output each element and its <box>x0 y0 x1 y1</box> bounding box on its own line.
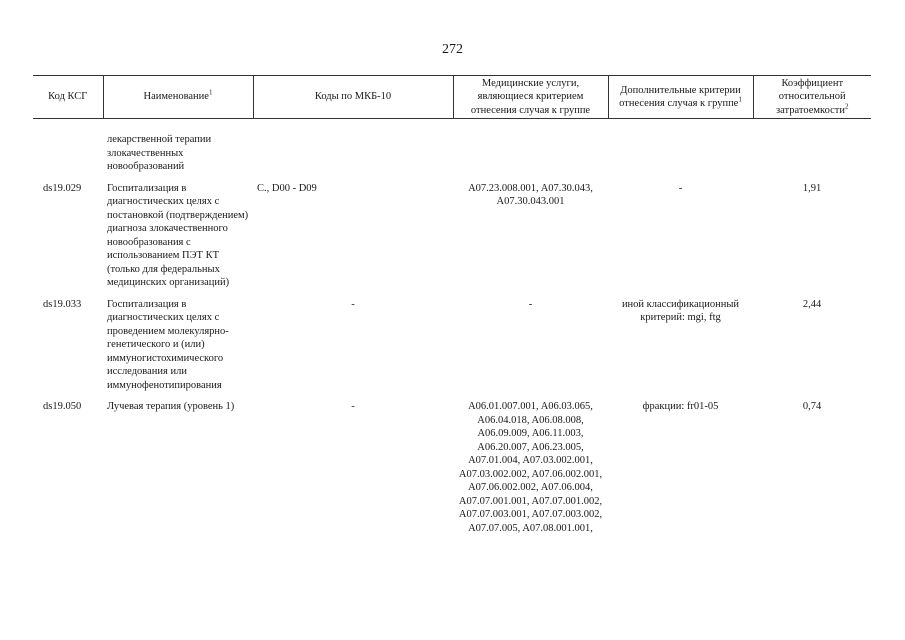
table-row <box>33 174 871 290</box>
header-coef: Коэффициент относительной затратоемкости$^2$ <box>753 76 871 119</box>
cell-mkb: - <box>351 298 355 310</box>
cell-name: Госпитализация в диагностических целях с проведением молекулярно-генетического и (или) иммуногистохимического исследования или иммунофенотипирования <box>107 298 229 391</box>
table-row <box>33 119 871 174</box>
header-row <box>33 76 871 119</box>
footnote-mark: 1 <box>738 95 742 104</box>
ksg-table <box>33 75 871 535</box>
cell-services <box>453 119 608 174</box>
cell-code <box>33 119 103 174</box>
cell-mkb <box>253 119 453 174</box>
cell-extra: фракции: fr01-05 <box>642 401 719 412</box>
cell-code: ds19.033 <box>43 298 82 310</box>
cell-mkb: C., D00 - D09 <box>257 182 317 194</box>
cell-extra: - <box>678 182 683 194</box>
cell-code: ds19.050 <box>43 401 82 412</box>
header-code: Код КСГ <box>33 76 103 119</box>
cell-coef: 1,91 <box>802 182 822 194</box>
table-header <box>33 76 871 119</box>
header-extra: Дополнительные критерии отнесения случая к группе$^1$ <box>608 76 753 119</box>
footnote-mark: 1 <box>208 88 213 97</box>
cell-services: A06.01.007.001, A06.03.065, A06.04.018, A06.08.008, A06.09.009, A06.11.003, A06.20.007, A06.23.005, A07.01.004, A07.03.002.001, A07.03.002.002, A07.06.002.001, A07.06.002.002, A07.06.004, A07.07.001.001, A07.07.001.002, A07.07.003.001, A07.07.003.002, A07.07.005, A07.08.001.001, <box>458 401 603 534</box>
cell-services: - <box>528 298 533 310</box>
table-row <box>33 290 871 393</box>
cell-coef: 2,44 <box>802 298 822 310</box>
cell-name: Лучевая терапия (уровень 1) <box>107 401 235 412</box>
cell-extra <box>608 119 753 174</box>
cell-mkb: - <box>351 401 355 412</box>
header-services: Медицинские услуги, являющиеся критерием отнесения случая к группе <box>453 76 608 119</box>
table-body <box>33 119 871 536</box>
footnote-mark: 2 <box>844 102 849 111</box>
cell-services: A07.23.008.001, A07.30.043, A07.30.043.001 <box>468 182 593 207</box>
page-number: 272 <box>442 42 463 57</box>
cell-coef <box>753 119 871 174</box>
cell-code: ds19.029 <box>43 182 82 194</box>
header-mkb: Коды по МКБ-10 <box>253 76 453 119</box>
cell-name: лекарственной терапии злокачественных новообразований <box>107 134 212 172</box>
cell-coef: 0,74 <box>802 401 822 412</box>
header-name: Наименование$^1$ <box>103 76 253 119</box>
cell-extra: иной классификационный критерий: mgi, ftg <box>621 298 740 323</box>
table-row <box>33 392 871 535</box>
cell-name: Госпитализация в диагностических целях с постановкой (подтверждением) диагноза злокачественного новообразования с использованием ПЭТ КТ (только для федеральных медицинских организаций) <box>107 182 249 288</box>
